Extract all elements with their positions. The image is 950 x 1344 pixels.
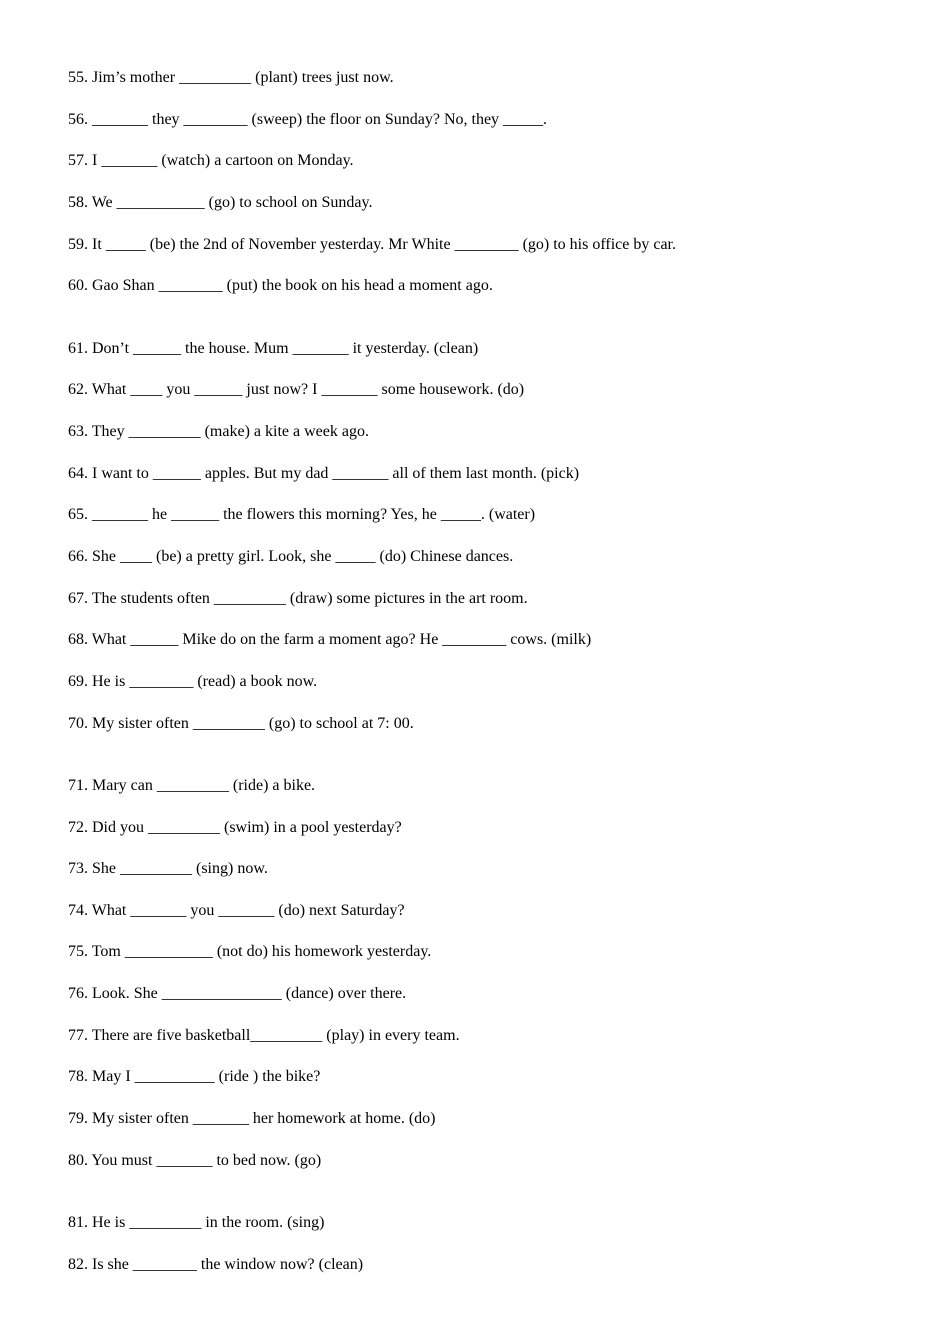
- question-number: 58.: [68, 194, 88, 211]
- question-text: Look. She _______________ (dance) over there.: [92, 985, 407, 1002]
- question-66: [68, 547, 513, 567]
- question-text: Tom ___________ (not do) his homework yesterday.: [91, 943, 432, 960]
- question-text: There are five basketball_________ (play) in every team.: [91, 1027, 460, 1044]
- question-80: [68, 1151, 321, 1171]
- question-text: I want to ______ apples. But my dad _______ all of them last month. (pick): [92, 465, 580, 482]
- question-82: [68, 1255, 363, 1275]
- question-text: What ____ you ______ just now? I _______ some housework. (do): [91, 381, 525, 398]
- question-text: What ______ Mike do on the farm a moment ago? He ________ cows. (milk): [91, 631, 592, 648]
- question-78: [68, 1067, 320, 1087]
- question-72: [68, 818, 402, 838]
- question-77: [68, 1026, 460, 1046]
- question-number: 74.: [68, 902, 88, 919]
- question-64: [68, 464, 579, 484]
- question-68: [68, 630, 591, 650]
- question-text: Is she ________ the window now? (clean): [92, 1256, 364, 1273]
- question-number: 71.: [68, 777, 88, 794]
- question-text: My sister often _________ (go) to school at 7: 00.: [92, 715, 414, 732]
- question-55: [68, 68, 394, 88]
- question-62: [68, 380, 524, 400]
- question-79: [68, 1109, 435, 1129]
- question-text: May I __________ (ride ) the bike?: [92, 1068, 321, 1085]
- question-text: She ____ (be) a pretty girl. Look, she _____ (do) Chinese dances.: [92, 548, 514, 565]
- question-text: _______ they ________ (sweep) the floor on Sunday? No, they _____.: [92, 111, 548, 128]
- question-67: [68, 589, 528, 609]
- question-number: 79.: [68, 1110, 88, 1127]
- question-76: [68, 984, 406, 1004]
- question-73: [68, 859, 268, 879]
- question-70: [68, 714, 414, 734]
- question-number: 81.: [68, 1214, 88, 1231]
- question-number: 72.: [68, 819, 88, 836]
- question-text: I _______ (watch) a cartoon on Monday.: [92, 152, 354, 169]
- question-81: [68, 1213, 324, 1233]
- question-text: We ___________ (go) to school on Sunday.: [91, 194, 373, 211]
- question-74: [68, 901, 405, 921]
- question-text: They _________ (make) a kite a week ago.: [91, 423, 369, 440]
- question-61: [68, 339, 478, 359]
- question-number: 55.: [68, 69, 88, 86]
- question-58: [68, 193, 372, 213]
- question-text: Jim’s mother _________ (plant) trees just now.: [92, 69, 394, 86]
- question-text: She _________ (sing) now.: [92, 860, 268, 877]
- question-number: 76.: [68, 985, 88, 1002]
- question-59: [68, 235, 676, 255]
- question-number: 61.: [68, 340, 88, 357]
- question-60: [68, 276, 493, 296]
- question-number: 59.: [68, 236, 88, 253]
- question-71: [68, 776, 315, 796]
- question-text: What _______ you _______ (do) next Saturday?: [91, 902, 405, 919]
- question-number: 68.: [68, 631, 88, 648]
- question-text: _______ he ______ the flowers this morning? Yes, he _____. (water): [92, 506, 536, 523]
- question-number: 67.: [68, 590, 88, 607]
- question-number: 80.: [68, 1152, 88, 1169]
- question-number: 82.: [68, 1256, 88, 1273]
- question-63: [68, 422, 369, 442]
- question-text: Did you _________ (swim) in a pool yesterday?: [92, 819, 402, 836]
- question-number: 66.: [68, 548, 88, 565]
- question-number: 65.: [68, 506, 88, 523]
- question-number: 70.: [68, 715, 88, 732]
- question-number: 69.: [68, 673, 88, 690]
- question-number: 77.: [68, 1027, 88, 1044]
- question-text: The students often _________ (draw) some pictures in the art room.: [91, 590, 528, 607]
- question-number: 63.: [68, 423, 88, 440]
- question-number: 75.: [68, 943, 88, 960]
- question-57: [68, 151, 354, 171]
- question-number: 78.: [68, 1068, 88, 1085]
- question-number: 57.: [68, 152, 88, 169]
- question-number: 60.: [68, 277, 88, 294]
- question-number: 64.: [68, 465, 88, 482]
- question-number: 73.: [68, 860, 88, 877]
- question-75: [68, 942, 431, 962]
- question-text: He is ________ (read) a book now.: [92, 673, 318, 690]
- question-number: 62.: [68, 381, 88, 398]
- question-text: It _____ (be) the 2nd of November yesterday. Mr White ________ (go) to his office by car.: [92, 236, 676, 253]
- question-text: Don’t ______ the house. Mum _______ it yesterday. (clean): [92, 340, 479, 357]
- question-65: [68, 505, 535, 525]
- question-number: 56.: [68, 111, 88, 128]
- question-56: [68, 110, 547, 130]
- question-69: [68, 672, 317, 692]
- question-text: My sister often _______ her homework at home. (do): [92, 1110, 436, 1127]
- question-text: You must _______ to bed now. (go): [91, 1152, 322, 1169]
- question-text: Mary can _________ (ride) a bike.: [92, 777, 316, 794]
- question-text: Gao Shan ________ (put) the book on his head a moment ago.: [92, 277, 493, 294]
- question-text: He is _________ in the room. (sing): [92, 1214, 325, 1231]
